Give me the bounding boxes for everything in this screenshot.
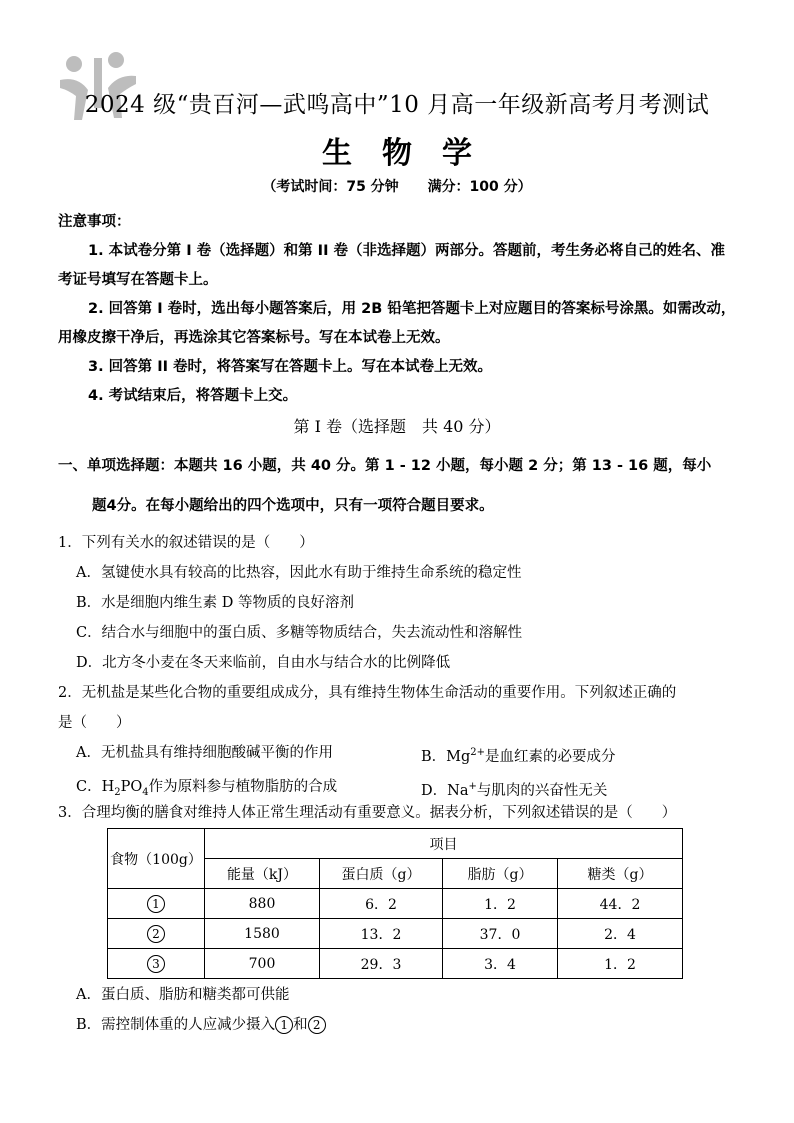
- table-corner: 食物（100g）: [108, 829, 205, 889]
- section-heading: [58, 446, 748, 526]
- note-item: 1. 本试卷分第 I 卷（选择题）和第 II 卷（非选择题）两部分。答题前，考生务必将自己的姓名、准考证号填写在答题卡上。: [58, 243, 726, 288]
- option-text: C．H: [76, 778, 115, 795]
- table-cell: 13．2: [320, 919, 443, 949]
- table-cell: 44．2: [558, 889, 683, 919]
- circled-number: 1: [147, 895, 165, 913]
- table-row: [108, 919, 683, 949]
- option-text: PO: [120, 778, 143, 795]
- table-group-header: 项目: [205, 829, 683, 859]
- note-item: 4. 考试结束后，将答题卡上交。: [88, 388, 298, 404]
- section-heading-line: 题4分。在每小题给出的四个选项中，只有一项符合题目要求。: [92, 498, 494, 514]
- question-stem: 1．下列有关水的叙述错误的是（ ）: [58, 535, 314, 551]
- table-cell: 700: [205, 949, 320, 979]
- exam-title: 2024 级“贵百河—武鸣高中”10 月高一年级新高考月考测试: [84, 92, 710, 118]
- question-stem: 2．无机盐是某些化合物的重要组成成分，具有维持生物体生命活动的重要作用。下列叙述正确的: [58, 685, 677, 701]
- table-cell: 29．3: [320, 949, 443, 979]
- table-cell: 3．4: [443, 949, 558, 979]
- row-label: [108, 889, 205, 919]
- subscript: 2: [114, 786, 121, 798]
- table-cell: 1．2: [443, 889, 558, 919]
- option-d: D．北方冬小麦在冬天来临前，自由水与结合水的比例降低: [76, 655, 451, 671]
- option-text: 与肌肉的兴奋性无关: [476, 782, 608, 799]
- option-a: A．蛋白质、脂肪和糖类都可供能: [76, 987, 290, 1003]
- section-heading-line: 一、单项选择题：本题共 16 小题，共 40 分。第 1 - 12 小题，每小题 2 分；第 13 - 16 题，每小: [58, 458, 712, 474]
- table-row: [108, 949, 683, 979]
- superscript: +: [468, 780, 477, 792]
- option-a: A．无机盐具有维持细胞酸碱平衡的作用: [76, 745, 333, 761]
- table-row: [108, 889, 683, 919]
- table-col-header: 蛋白质（g）: [320, 859, 443, 889]
- table-cell: 1．2: [558, 949, 683, 979]
- circled-number: 2: [147, 925, 165, 943]
- table-col-header: 糖类（g）: [558, 859, 683, 889]
- subject-title: 生物学: [322, 136, 502, 171]
- exam-info: [0, 176, 794, 196]
- question-3: [58, 798, 748, 828]
- note-item: 2. 回答第 I 卷时，选出每小题答案后，用 2B 铅笔把答题卡上对应题目的答案标号涂黑。如需改动，用橡皮擦干净后，再选涂其它答案标号。写在本试卷上无效。: [58, 301, 736, 346]
- row-label: [108, 949, 205, 979]
- option-a: A．氢键使水具有较高的比热容，因此水有助于维持生命系统的稳定性: [76, 565, 522, 581]
- nutrition-table: [107, 828, 683, 979]
- option-text: B．Mg: [421, 748, 471, 765]
- table-col-header: 能量（kJ）: [205, 859, 320, 889]
- table-col-header: 脂肪（g）: [443, 859, 558, 889]
- option-b: [58, 1010, 748, 1040]
- question-2: [58, 678, 748, 808]
- table-cell: 1580: [205, 919, 320, 949]
- option-b: [403, 738, 748, 772]
- note-item: 3. 回答第 II 卷时，将答案写在答题卡上。写在本试卷上无效。: [88, 359, 493, 375]
- exam-time: （考试时间：75 分钟: [262, 179, 399, 195]
- question-1: [58, 528, 748, 678]
- notes: [58, 208, 738, 411]
- option-text: D．Na: [421, 782, 469, 799]
- superscript: 2+: [470, 747, 486, 758]
- option-c: C．结合水与细胞中的蛋白质、多糖等物质结合，失去流动性和溶解性: [76, 625, 523, 641]
- option-text: B．需控制体重的人应减少摄入: [76, 1017, 276, 1033]
- section-title: 第 I 卷（选择题 共 40 分）: [293, 417, 501, 436]
- table-cell: 2．4: [558, 919, 683, 949]
- option-text: 是血红素的必要成分: [485, 748, 616, 765]
- subscript: 4: [142, 786, 149, 798]
- option-b: B．水是细胞内维生素 D 等物质的良好溶剂: [76, 595, 354, 611]
- question-stem-cont: 是（ ）: [58, 715, 131, 731]
- full-score: 满分：100 分）: [427, 179, 532, 195]
- table-cell: 6．2: [320, 889, 443, 919]
- question-stem: 3．合理均衡的膳食对维持人体正常生理活动有重要意义。据表分析，下列叙述错误的是（ ）: [58, 805, 677, 821]
- option-text: 和: [293, 1017, 308, 1033]
- circled-number: 1: [275, 1016, 293, 1034]
- row-label: [108, 919, 205, 949]
- question-3-options: [58, 980, 748, 1040]
- option-text: 作为原料参与植物脂肪的合成: [148, 778, 338, 795]
- circled-number: 3: [147, 955, 165, 973]
- notes-heading: 注意事项：: [58, 214, 131, 230]
- table-cell: 880: [205, 889, 320, 919]
- table-cell: 37．0: [443, 919, 558, 949]
- circled-number: 2: [308, 1016, 326, 1034]
